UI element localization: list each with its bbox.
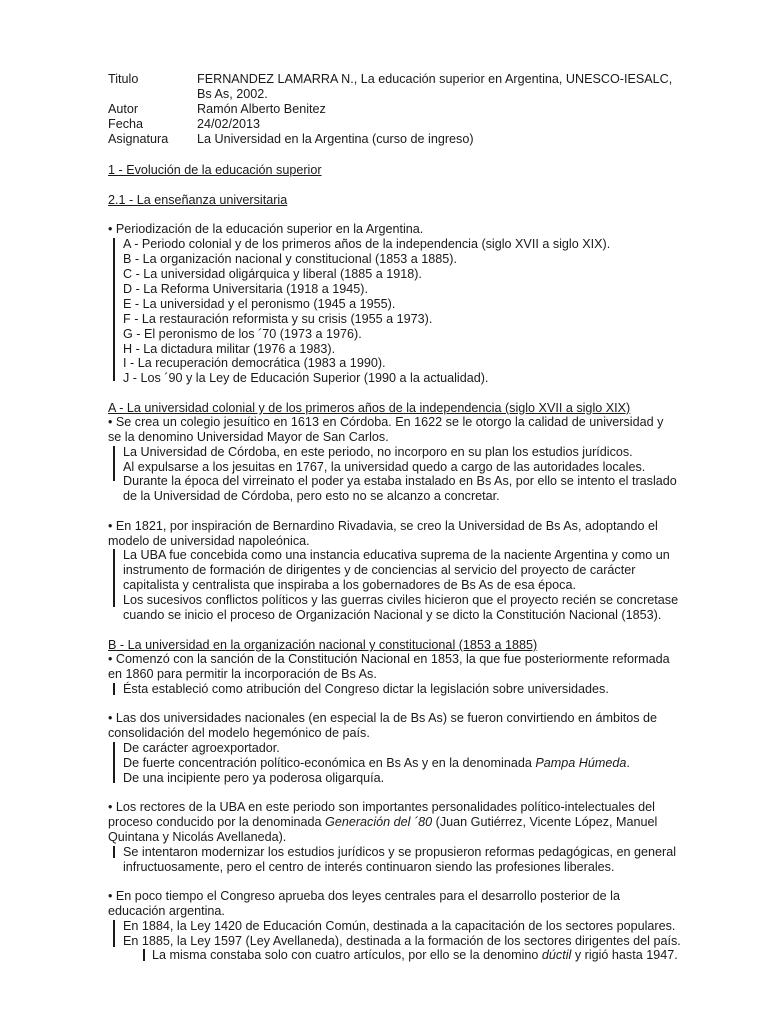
section-b-bracket-5 bbox=[143, 949, 148, 961]
section-a-p1-line2: se la denomino Universidad Mayor de San Carlos. bbox=[108, 430, 389, 444]
section-a-bracket-1 bbox=[113, 446, 118, 481]
heading-ensenanza: 2.1 - La enseñanza universitaria bbox=[108, 193, 288, 207]
section-b-sub8 bbox=[152, 948, 678, 963]
section-b-p1-line2: en 1860 para permitir la incorporación de Bs As. bbox=[108, 667, 377, 681]
period-item-b: B - La organización nacional y constitucional (1853 a 1885). bbox=[123, 252, 457, 266]
section-b-sub8-pre: La misma constaba solo con cuatro artículos, por ello se la denomino bbox=[152, 948, 542, 962]
period-item-f: F - La restauración reformista y su crisis (1955 a 1973). bbox=[123, 312, 433, 326]
section-b-sub7: En 1885, la Ley 1597 (Ley Avellaneda), destinada a la formación de los sectores dirigentes del país. bbox=[123, 934, 681, 948]
section-b-p3-post: (Juan Gutiérrez, Vicente López, Manuel bbox=[432, 815, 658, 829]
section-a-sub5-line2: cuando se inicio el proceso de Organización Nacional y se dicto la Constitución Nacional (1853). bbox=[123, 608, 662, 622]
section-b-p3-line3: Quintana y Nicolás Avellaneda). bbox=[108, 830, 287, 844]
periodization-bracket bbox=[113, 238, 118, 381]
section-b-bracket-4 bbox=[113, 920, 118, 947]
period-item-e: E - La universidad y el peronismo (1945 a 1955). bbox=[123, 297, 396, 311]
meta-titulo-row bbox=[108, 72, 717, 102]
section-b-p2-line2: consolidación del modelo hegemónico de país. bbox=[108, 726, 370, 740]
meta-titulo-value-line2: Bs As, 2002. bbox=[197, 87, 268, 101]
meta-autor-row bbox=[108, 102, 717, 117]
heading-evolucion: 1 - Evolución de la educación superior bbox=[108, 163, 322, 177]
section-b-sub4: De una incipiente pero ya poderosa oligarquía. bbox=[123, 771, 385, 785]
section-a-p2-line2: modelo de universidad napoleónica. bbox=[108, 534, 310, 548]
section-b-p2-line1: • Las dos universidades nacionales (en especial la de Bs As) se fueron convirtiendo en ámbitos de bbox=[108, 711, 658, 725]
section-b-bracket-1 bbox=[113, 683, 118, 695]
section-a-sub2: Al expulsarse a los jesuitas en 1767, la universidad quedo a cargo de las autoridades locales. bbox=[123, 460, 646, 474]
section-b-sub3-pre: De fuerte concentración político-económica en Bs As y en la denominada bbox=[123, 756, 536, 770]
section-b-p4-line2: educación argentina. bbox=[108, 904, 225, 918]
section-b-sub5-line2: infructuosamente, pero el centro de interés continuaron siendo las profesiones liberales. bbox=[123, 860, 615, 874]
section-b-p1-line1: • Comenzó con la sanción de la Constitución Nacional en 1853, la que fue posteriormente reformada bbox=[108, 652, 670, 666]
section-b-sub1: Ésta estableció como atribución del Congreso dictar la legislación sobre universidades. bbox=[123, 682, 609, 696]
section-b-p4-line1: • En poco tiempo el Congreso aprueba dos leyes centrales para el desarrollo posterior de la bbox=[108, 889, 620, 903]
period-item-h: H - La dictadura militar (1976 a 1983). bbox=[123, 342, 336, 356]
section-a-p1-line1: • Se crea un colegio jesuítico en 1613 en Córdoba. En 1622 se le otorgo la calidad de universidad y bbox=[108, 415, 664, 429]
section-b-sub5-line1: Se intentaron modernizar los estudios jurídicos y se propusieron reformas pedagógicas, en general bbox=[123, 845, 677, 859]
period-item-j: J - Los ´90 y la Ley de Educación Superior (1990 a la actualidad). bbox=[123, 371, 489, 385]
periodization-intro: • Periodización de la educación superior en la Argentina. bbox=[108, 222, 424, 236]
meta-titulo-value-line1: FERNANDEZ LAMARRA N., La educación superior en Argentina, UNESCO-IESALC, bbox=[197, 72, 673, 86]
section-b-bracket-3 bbox=[113, 846, 118, 858]
meta-fecha-label: Fecha bbox=[108, 117, 144, 131]
section-a-sub3-line1: Durante la época del virreinato el poder ya estaba instalado en Bs As, por ello se intento el traslado bbox=[123, 474, 677, 488]
meta-autor-value: Ramón Alberto Benitez bbox=[197, 102, 326, 116]
section-b-p3-line1: • Los rectores de la UBA en este periodo son importantes personalidades político-intelectuales del bbox=[108, 800, 655, 814]
section-b-bracket-2 bbox=[113, 742, 118, 783]
heading-section-b: B - La universidad en la organización nacional y constitucional (1853 a 1885) bbox=[108, 638, 538, 652]
meta-asignatura-label: Asignatura bbox=[108, 132, 169, 146]
period-item-d: D - La Reforma Universitaria (1918 a 1945). bbox=[123, 282, 368, 296]
meta-fecha-value: 24/02/2013 bbox=[197, 117, 261, 131]
section-b-sub3-post: . bbox=[626, 756, 630, 770]
meta-titulo-label: Titulo bbox=[108, 72, 139, 86]
period-item-c: C - La universidad oligárquica y liberal (1885 a 1918). bbox=[123, 267, 422, 281]
section-b-p3-pre: proceso conducido por la denominada bbox=[108, 815, 326, 829]
section-b-p3-line2 bbox=[108, 815, 657, 830]
section-b-sub3 bbox=[123, 756, 630, 771]
period-item-i: I - La recuperación democrática (1983 a 1990). bbox=[123, 356, 386, 370]
meta-asignatura-value: La Universidad en la Argentina (curso de ingreso) bbox=[197, 132, 474, 146]
section-b-sub8-em: dúctil bbox=[541, 948, 572, 962]
heading-section-a: A - La universidad colonial y de los primeros años de la independencia (siglo XVII a siglo XIX) bbox=[108, 401, 631, 415]
section-b-sub8-post: y rigió hasta 1947. bbox=[571, 948, 678, 962]
period-item-a: A - Periodo colonial y de los primeros años de la independencia (siglo XVII a siglo XIX). bbox=[123, 237, 611, 251]
section-a-p2-line1: • En 1821, por inspiración de Bernardino Rivadavia, se creo la Universidad de Bs As, adoptando el bbox=[108, 519, 658, 533]
section-b-sub3-em: Pampa Húmeda bbox=[535, 756, 627, 770]
section-a-sub3-line2: de la Universidad de Córdoba, pero esto no se alcanzo a concretar. bbox=[123, 489, 500, 503]
section-a-bracket-2 bbox=[113, 549, 118, 607]
section-b-sub2: De carácter agroexportador. bbox=[123, 741, 280, 755]
period-item-g: G - El peronismo de los ´70 (1973 a 1976). bbox=[123, 327, 362, 341]
section-b-p3-em: Generación del ´80 bbox=[325, 815, 433, 829]
meta-fecha-row bbox=[108, 117, 717, 132]
section-a-sub5-line1: Los sucesivos conflictos políticos y las guerras civiles hicieron que el proyecto recién se concretase bbox=[123, 593, 679, 607]
meta-autor-label: Autor bbox=[108, 102, 139, 116]
section-a-sub4-line1: La UBA fue concebida como una instancia educativa suprema de la naciente Argentina y como un bbox=[123, 548, 670, 562]
section-b-sub6: En 1884, la Ley 1420 de Educación Común, destinada a la capacitación de los sectores populares. bbox=[123, 919, 676, 933]
section-a-sub1: La Universidad de Córdoba, en este periodo, no incorporo en su plan los estudios jurídicos. bbox=[123, 445, 633, 459]
section-a-sub4-line3: capitalista y centralista que inspiraba a los gobernadores de Bs As de esa época. bbox=[123, 578, 576, 592]
meta-titulo-value bbox=[197, 72, 717, 102]
meta-asignatura-row bbox=[108, 132, 717, 147]
section-a-sub4-line2: instrumento de formación de dirigentes y de conciencias al servicio del proyecto de carácter bbox=[123, 563, 636, 577]
